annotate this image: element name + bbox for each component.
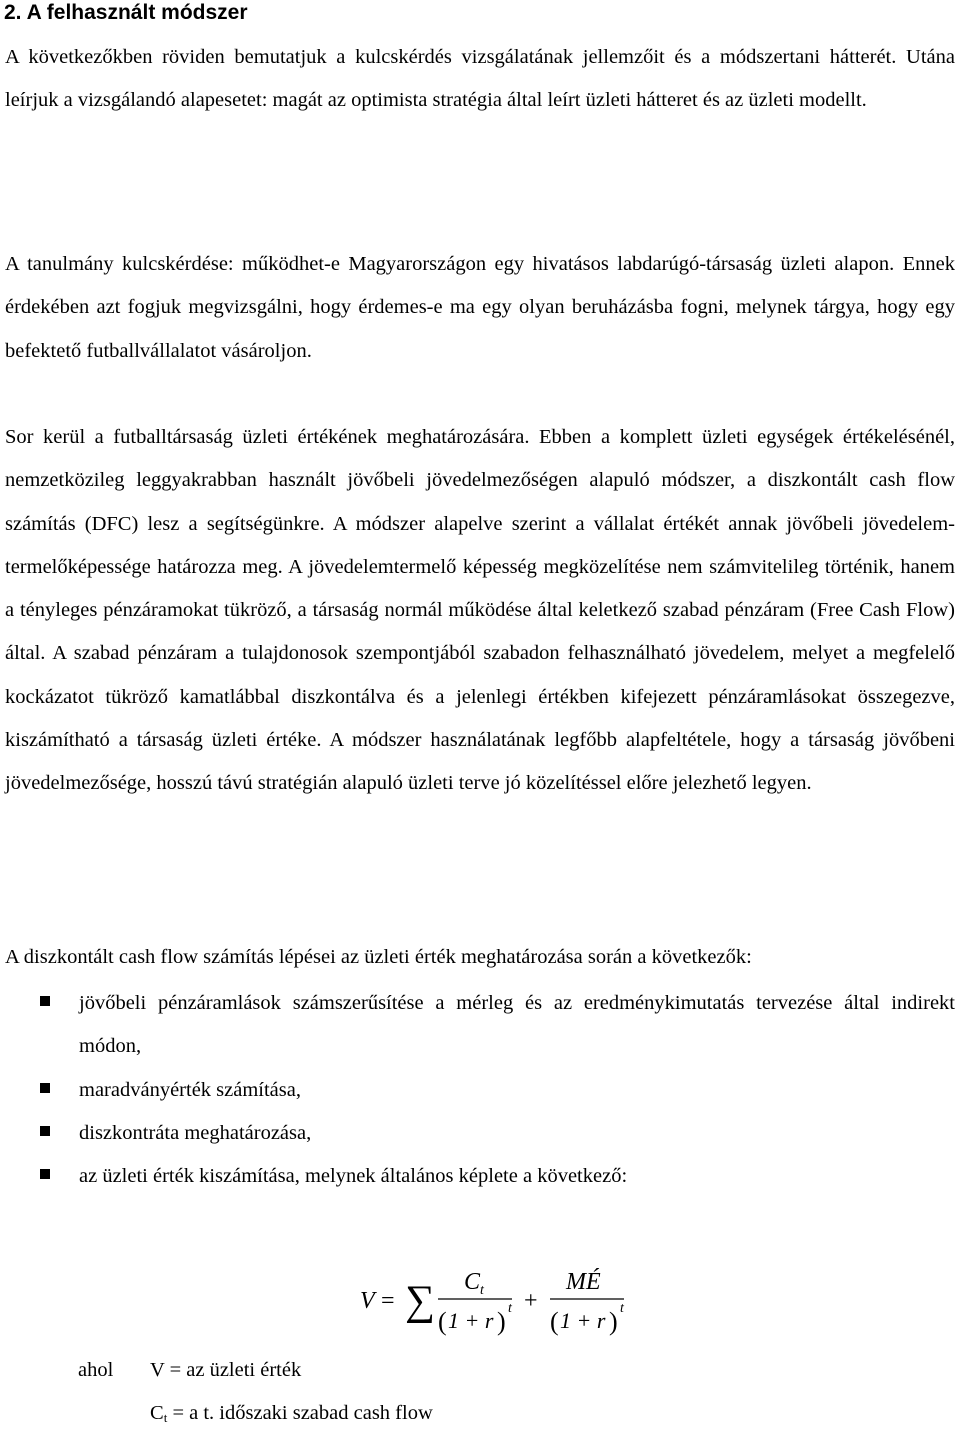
formula-equals: = [381, 1288, 395, 1314]
formula-exponent-1: t [508, 1301, 512, 1316]
formula-definitions [78, 1349, 678, 1435]
formula-denominator-2: 1 + r [560, 1308, 606, 1333]
definitions-label: ahol [78, 1359, 114, 1381]
formula-plus: + [524, 1288, 538, 1314]
square-bullet-icon [40, 996, 50, 1006]
dcf-formula [360, 1262, 640, 1342]
definition-ct [150, 1392, 433, 1439]
formula-denominator-1: 1 + r [448, 1308, 494, 1333]
formula-numerator-residual: MÉ [566, 1269, 601, 1295]
section-heading: 2. A felhasznált módszer [4, 1, 248, 24]
definition-text: = az üzleti érték [164, 1359, 302, 1381]
formula-numerator-sub: t [480, 1283, 484, 1298]
list-item [5, 982, 955, 1069]
definition-symbol: V [150, 1359, 165, 1381]
list-item-text: az üzleti érték kiszámítása, melynek általános képlete a következő: [79, 1165, 628, 1188]
paragraph-key-question: A tanulmány kulcskérdése: működhet-e Magyarországon egy hivatásos labdarúgó-társaság üzleti alapon. Ennek érdekében azt fogjuk megvizsgálni, hogy érdemes-e ma egy olyan beruházásba fogni, melynek tárgya, hogy egy befektető futballvállalatot vásároljon. [5, 253, 955, 362]
definition-v [150, 1349, 301, 1392]
definition-subscript: t [163, 1410, 168, 1425]
paragraph-dcf-method: Sor kerül a futballtársaság üzleti értékének meghatározására. Ebben a komplett üzleti egységek értékelésénél, nemzetközileg leggyakrabban használt jövőbeli jövedelmezőségen alapuló módszer, a diszkontált cash flow számítás (DFC) lesz a segítségünkre. A módszer alapelve szerint a vállalat értékét annak jövőbeli jövedelem-termelőképessége határozza meg. A jövedelemtermelő képesség megközelítése nem számvitelileg történik, hanem a tényleges pénzáramokat tükröző, a társaság normál működése által keletkező szabad pénzáram (Free Cash Flow) által. A szabad pénzáram a tulajdonosok szempontjából szabadon felhasználható jövedelem, melyet a megfelelő kockázatot tükröző kamatlábbal diszkontálva és a jelenlegi értékben kifejezett pénzáramlásokat összegezve, kiszámítható a társaság üzleti értéke. A módszer használatának legfőbb alapfeltétele, hogy a társaság jövőbeni jövedelmezősége, hosszú távú stratégián alapuló üzleti terve jó közelítéssel előre jelezhető legyen. [5, 426, 955, 795]
definition-row [78, 1349, 678, 1392]
square-bullet-icon [40, 1126, 50, 1136]
list-item [5, 1155, 955, 1198]
formula-numerator-cashflow: C [464, 1269, 481, 1295]
list-item [5, 1112, 955, 1155]
definition-symbol: C [150, 1402, 164, 1424]
formula-exponent-2: t [620, 1301, 624, 1316]
definition-row [78, 1392, 678, 1435]
definition-text: = a t. időszaki szabad cash flow [167, 1402, 433, 1424]
formula-paren-close-2: ) [609, 1307, 618, 1336]
square-bullet-icon [40, 1083, 50, 1093]
paragraph-dcf-steps: A diszkontált cash flow számítás lépései az üzleti érték meghatározása során a következők: [5, 946, 752, 968]
formula-paren-open-1: ( [438, 1307, 447, 1336]
list-item-text: diszkontráta meghatározása, [79, 1121, 312, 1144]
square-bullet-icon [40, 1169, 50, 1179]
list-item-text: maradványérték számítása, [79, 1078, 301, 1101]
formula-graphic [360, 1262, 640, 1342]
formula-sum-symbol: ∑ [405, 1278, 435, 1324]
formula-paren-close-1: ) [497, 1307, 506, 1336]
list-item-text: jövőbeli pénzáramlások számszerűsítése a mérleg és az eredménykimutatás tervezése által indirekt módon, [79, 992, 955, 1058]
paragraph-intro: A következőkben röviden bemutatjuk a kulcskérdés vizsgálatának jellemzőit és a módszertani hátterét. Utána leírjuk a vizsgálandó alapesetet: magát az optimista stratégia által leírt üzleti hátteret és az üzleti modellt. [5, 46, 955, 112]
formula-lhs: V [360, 1288, 375, 1314]
formula-paren-open-2: ( [550, 1307, 559, 1336]
list-item [5, 1069, 955, 1112]
dcf-steps-list [5, 982, 955, 1198]
